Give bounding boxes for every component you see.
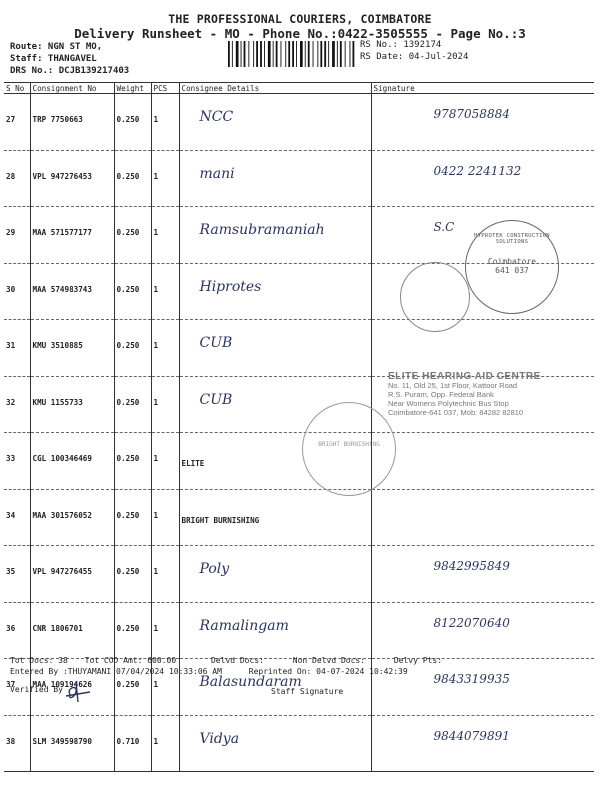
- row-weight: 0.250: [114, 489, 151, 546]
- row-signature: [371, 433, 594, 490]
- col-sno: S No: [4, 83, 30, 94]
- barcode-bar: [276, 41, 278, 67]
- row-signature: [371, 320, 594, 377]
- row-sno: 33: [4, 433, 30, 490]
- hyprotek-stamp: [465, 220, 559, 314]
- barcode-bar: [296, 41, 297, 67]
- row-pcs: 1: [151, 489, 179, 546]
- col-signature: Signature: [371, 83, 594, 94]
- barcode-bar: [228, 41, 230, 67]
- barcode-bar: [256, 41, 258, 67]
- barcode-bar: [332, 41, 335, 67]
- bright-burnishing-seal: [302, 402, 396, 496]
- row-weight: 0.250: [114, 659, 151, 716]
- col-consignee: Consignee Details: [179, 83, 371, 94]
- row-consignment-no: TRP 7750663: [30, 94, 114, 151]
- row-pcs: 1: [151, 546, 179, 603]
- table-header-row: [4, 83, 594, 94]
- row-signature-handwritten: 9787058884: [433, 107, 510, 121]
- row-pcs: 1: [151, 150, 179, 207]
- row-sno: 32: [4, 376, 30, 433]
- table-row: [4, 715, 594, 772]
- row-signature-handwritten: 9842995849: [433, 559, 510, 573]
- barcode-bar: [264, 41, 265, 67]
- row-sno: 38: [4, 715, 30, 772]
- row-pcs: 1: [151, 320, 179, 377]
- row-signature-handwritten: 9844079891: [433, 728, 510, 743]
- delivered-docs: Delvd Docs:: [210, 656, 264, 665]
- rs-number: RS No.: 1392174: [360, 40, 442, 50]
- row-consignee-handwritten: CUB: [199, 335, 233, 351]
- barcode-bar: [300, 41, 303, 67]
- row-weight: 0.250: [114, 207, 151, 264]
- row-sno: 27: [4, 94, 30, 151]
- row-signature-handwritten: 8122070640: [433, 615, 510, 630]
- barcode: [228, 41, 356, 67]
- row-consignment-no: MAA 571577177: [30, 207, 114, 264]
- row-consignment-no: KMU 3510885: [30, 320, 114, 377]
- table-row: [4, 489, 594, 546]
- row-signature: [371, 602, 594, 659]
- row-weight: 0.250: [114, 94, 151, 151]
- row-sno: 28: [4, 150, 30, 207]
- elite-stamp-addr2: R.S. Puram, Opp. Federal Bank: [388, 390, 494, 399]
- round-seal: [400, 262, 470, 332]
- barcode-bar: [268, 41, 271, 67]
- barcode-bar: [253, 41, 254, 67]
- row-weight: 0.250: [114, 602, 151, 659]
- barcode-bar: [324, 41, 326, 67]
- row-signature: [371, 489, 594, 546]
- row-consignee: [179, 489, 371, 546]
- row-consignee: [179, 94, 371, 151]
- row-pcs: 1: [151, 659, 179, 716]
- barcode-bar: [260, 41, 262, 67]
- barcode-bar: [273, 41, 274, 67]
- row-consignee-handwritten: mani: [199, 165, 235, 182]
- rs-date: RS Date: 04-Jul-2024: [360, 52, 469, 62]
- company-title: THE PROFESSIONAL COURIERS, COIMBATORE: [168, 12, 432, 26]
- barcode-bar: [337, 41, 338, 67]
- barcode-bar: [244, 41, 246, 67]
- row-consignment-no: MAA 109194626: [30, 659, 114, 716]
- row-sno: 34: [4, 489, 30, 546]
- reprinted-on: Reprinted On: 04-07-2024 10:42:39: [248, 667, 408, 676]
- sheet-meta-right: [360, 39, 468, 63]
- staff-signature-label: Staff Signature: [271, 687, 344, 696]
- table-row: [4, 150, 594, 207]
- barcode-bar: [350, 41, 351, 67]
- table-row: [4, 433, 594, 490]
- barcode-bar: [281, 41, 282, 67]
- row-consignee-handwritten: Vidya: [199, 730, 240, 747]
- row-consignment-no: SLM 349598790: [30, 715, 114, 772]
- table-row: [4, 546, 594, 603]
- row-pcs: 1: [151, 94, 179, 151]
- row-weight: 0.250: [114, 263, 151, 320]
- elite-stamp-addr3: Near Womens Polytechnic Bus Stop: [388, 399, 509, 408]
- row-consignment-no: VPL 947276455: [30, 546, 114, 603]
- hyprotek-stamp-pin: 641 037: [495, 266, 529, 275]
- row-consignee: [179, 263, 371, 320]
- row-consignment-no: CGL 100346469: [30, 433, 114, 490]
- col-weight: Weight: [114, 83, 151, 94]
- drs-number: DRS No.: DCJB139217403: [10, 66, 130, 76]
- row-consignment-no: CNR 1806701: [30, 602, 114, 659]
- entry-line: [10, 666, 408, 677]
- row-signature: [371, 546, 594, 603]
- row-weight: 0.250: [114, 320, 151, 377]
- row-consignee-handwritten: Hiprotes: [199, 278, 262, 295]
- bright-seal-text: BRIGHT BURNISHING: [318, 441, 380, 448]
- hyprotek-stamp-text: HYPROTEK CONSTRUCTION SOLUTIONS: [474, 233, 550, 245]
- row-consignee: [179, 715, 371, 772]
- barcode-bar: [345, 41, 346, 67]
- row-consignee-handwritten: NCC: [199, 109, 234, 125]
- delivery-points: Delvy Pts:: [393, 656, 443, 665]
- table-row: [4, 320, 594, 377]
- row-sno: 31: [4, 320, 30, 377]
- non-delivered-docs: Non Delvd Docs:: [292, 656, 366, 665]
- row-consignee-handwritten: Poly: [199, 561, 230, 577]
- row-signature-handwritten: S.C: [433, 220, 455, 234]
- elite-stamp-addr1: No. 11, Old 25, 1st Floor, Kattoor Road: [388, 381, 518, 390]
- row-weight: 0.250: [114, 150, 151, 207]
- barcode-bar: [320, 41, 322, 67]
- row-consignee: [179, 320, 371, 377]
- row-signature-handwritten: 0422 2241132: [433, 163, 522, 178]
- row-pcs: 1: [151, 263, 179, 320]
- row-weight: 0.250: [114, 376, 151, 433]
- row-signature: [371, 715, 594, 772]
- row-consignee-handwritten: Ramsubramaniah: [199, 222, 325, 238]
- row-pcs: 1: [151, 433, 179, 490]
- table-row: [4, 602, 594, 659]
- row-sno: 30: [4, 263, 30, 320]
- table-row: [4, 94, 594, 151]
- runsheet-subtitle: Delivery Runsheet - MO - Phone No.:0422-3505555 - Page No.:3: [74, 26, 526, 41]
- total-docs: Tot Docs: 38: [10, 656, 68, 665]
- row-consignee: [179, 150, 371, 207]
- barcode-bar: [285, 41, 286, 67]
- barcode-bar: [248, 41, 249, 67]
- barcode-bar: [292, 41, 294, 67]
- row-pcs: 1: [151, 376, 179, 433]
- hyprotek-stamp-city: Coimbatore: [487, 257, 537, 266]
- barcode-bar: [340, 41, 342, 67]
- barcode-bar: [288, 41, 290, 67]
- barcode-bar: [313, 41, 314, 67]
- barcode-bar: [236, 41, 239, 67]
- row-pcs: 1: [151, 207, 179, 264]
- row-weight: 0.710: [114, 715, 151, 772]
- sheet-meta-left: [10, 41, 129, 77]
- staff-label: Staff: THANGAVEL: [10, 54, 97, 64]
- row-weight: 0.250: [114, 433, 151, 490]
- row-signature-handwritten: 9843319935: [433, 672, 510, 686]
- verified-by: Verified By: [10, 685, 63, 694]
- row-consignee: [179, 546, 371, 603]
- barcode-bar: [232, 41, 233, 67]
- row-signature: [371, 150, 594, 207]
- barcode-bar: [317, 41, 318, 67]
- col-pcs: PCS: [151, 83, 179, 94]
- row-consignee: [179, 207, 371, 264]
- elite-stamp: [388, 372, 598, 417]
- barcode-bar: [353, 41, 355, 67]
- barcode-bar: [305, 41, 306, 67]
- row-pcs: 1: [151, 602, 179, 659]
- entered-by: Entered By :THUYAMANI 07/04/2024 10:33:06 AM: [10, 667, 222, 676]
- row-consignee-handwritten: CUB: [199, 391, 233, 408]
- row-consignee: [179, 602, 371, 659]
- row-consignee-handwritten: Ramalingam: [199, 617, 289, 634]
- row-pcs: 1: [151, 715, 179, 772]
- total-cod: Tot COD Amt: 600.00: [84, 656, 177, 665]
- barcode-bar: [308, 41, 310, 67]
- row-consignment-no: KMU 1155733: [30, 376, 114, 433]
- row-sno: 35: [4, 546, 30, 603]
- row-consignment-no: MAA 301576052: [30, 489, 114, 546]
- row-consignee-printed: ELITE: [181, 459, 205, 468]
- row-signature: [371, 94, 594, 151]
- route-label: Route: NGN ST MO,: [10, 42, 103, 52]
- row-consignment-no: VPL 947276453: [30, 150, 114, 207]
- elite-stamp-name: ELITE HEARING AID CENTRE: [388, 371, 541, 382]
- verifier-signature: [64, 680, 92, 704]
- elite-stamp-addr4: Coimbatore-641 037, Mob: 84282 82810: [388, 408, 524, 417]
- row-sno: 37: [4, 659, 30, 716]
- row-consignee-printed: BRIGHT BURNISHING: [181, 515, 260, 525]
- col-consignment: Consignment No: [30, 83, 114, 94]
- barcode-bar: [241, 41, 242, 67]
- row-consignment-no: MAA 574983743: [30, 263, 114, 320]
- row-sno: 29: [4, 207, 30, 264]
- row-weight: 0.250: [114, 546, 151, 603]
- barcode-bar: [328, 41, 329, 67]
- row-sno: 36: [4, 602, 30, 659]
- row-consignee-handwritten: Balasundaram: [199, 674, 302, 690]
- totals-line: [10, 655, 442, 666]
